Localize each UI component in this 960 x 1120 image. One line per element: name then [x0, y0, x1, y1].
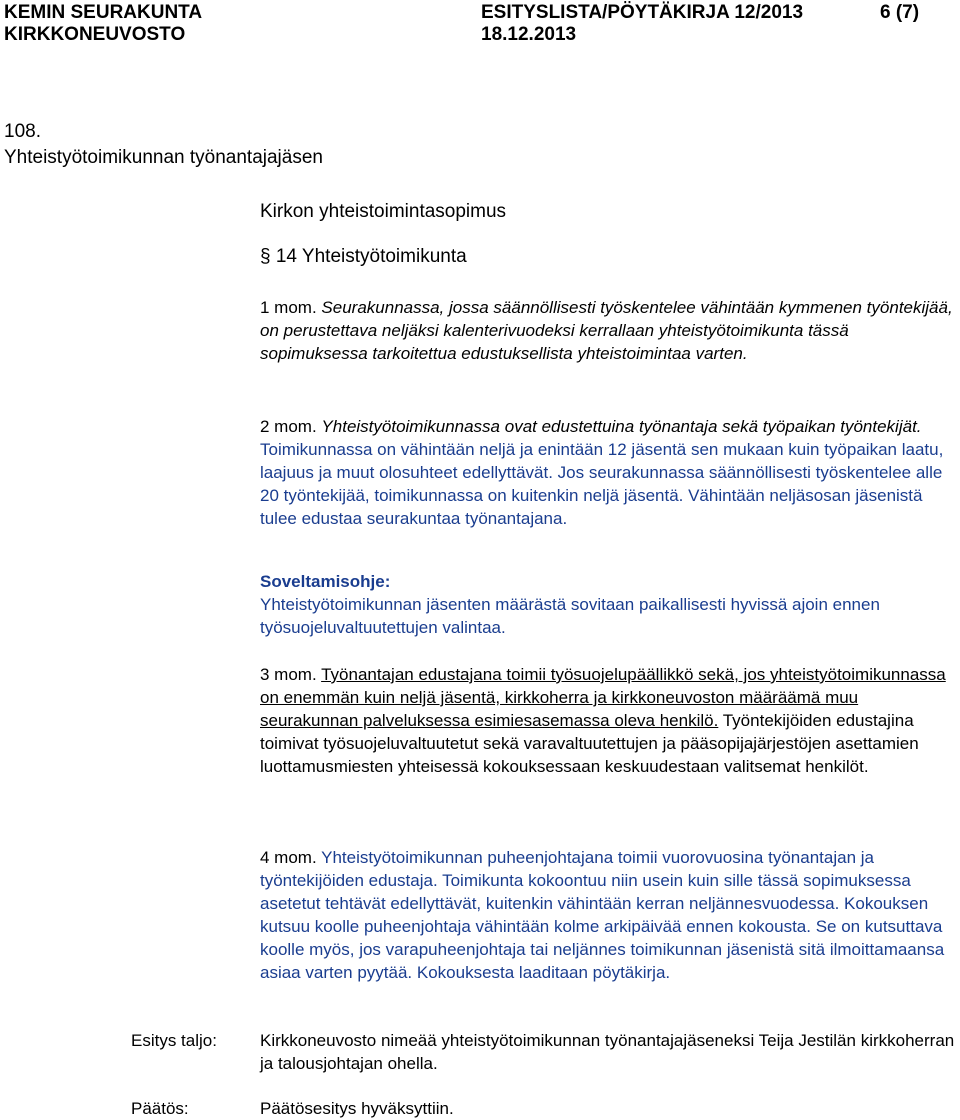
paragraph-mom-2 [260, 415, 960, 530]
clause-title: 14 Yhteistyötoimikunta [275, 246, 467, 267]
mom-4-label: 4 mom. [260, 848, 317, 867]
proposal-label: Esitys taljo: [131, 1031, 217, 1050]
document-date: 18.12.2013 [481, 24, 577, 45]
agreement-clause [260, 245, 467, 269]
paragraph-mom-3 [260, 663, 960, 778]
page-number: 6 (7) [880, 2, 920, 23]
mom-4-text: Yhteistyötoimikunnan puheenjohtajana toimii vuorovuosina työnantajan ja työntekijöiden edustaja. Toimikunta kokoontuu niin usein kuin sille tässä sopimuksessa asetetut tehtävät edellyttävät, kuitenkin vähintään kerran neljännesvuodessa. Kokouksen kutsuu koolle puheenjohtaja vähintään kolme arkipäivää ennen kokousta. Se on kutsuttava koolle myös, jos varapuheenjohtaja tai neljännes toimikunnan jäsenistä sitä ilmoittamaansa asiaa varten pyytää. Kokouksesta laaditaan pöytäkirja. [260, 848, 945, 982]
mom-2-text-b: Toimikunnassa on vähintään neljä ja enintään 12 jäsentä sen mukaan kuin työpaikan laatu, laajuus ja muut olosuhteet edellyttävät. Jos seurakunnassa säännöllisesti työskentelee alle 20 työntekijää, toimikunnassa on kuitenkin neljä jäsentä. Vähintään neljäsosan jäsenistä tulee edustaa seurakuntaa työnantajana. [260, 440, 944, 528]
guidance-block [260, 570, 960, 639]
council-name: KIRKKONEUVOSTO [4, 24, 186, 45]
decision-text: Päätösesitys hyväksyttiin. [260, 1099, 454, 1118]
mom-2-label: 2 mom. [260, 417, 317, 436]
paragraph-mom-4 [260, 846, 960, 984]
mom-2-text-a: Yhteistyötoimikunnassa ovat edustettuina työnantaja sekä työpaikan työntekijät. [321, 417, 922, 436]
agreement-title: Kirkon yhteistoimintasopimus [260, 201, 507, 222]
section-title: Yhteistyötoimikunnan työnantajajäsen [4, 147, 323, 168]
mom-3-text: Työntekijöiden edustajina toimivat työsuojeluvaltuutetut sekä varavaltuutettujen ja pääsopijajärjestöjen asettamien luottamusmiesten yhteisessä kokouksessaan keskuudestaan valitsemat henkilöt. [260, 711, 919, 776]
section-symbol: § [260, 246, 271, 267]
guidance-heading: Soveltamisohje: [260, 572, 391, 591]
decision-label: Päätös: [131, 1099, 189, 1118]
section-number: 108. [4, 121, 41, 142]
proposal-text: Kirkkoneuvosto nimeää yhteistyötoimikunnan työnantajajäseneksi Teija Jestilän kirkkoherran ja talousjohtajan ohella. [260, 1031, 955, 1073]
organization-name: KEMIN SEURAKUNTA [4, 2, 203, 23]
paragraph-mom-1 [260, 296, 960, 365]
mom-3-label: 3 mom. [260, 665, 317, 684]
mom-1-label: 1 mom. [260, 298, 317, 317]
mom-1-text: Seurakunnassa, jossa säännöllisesti työskentelee vähintään kymmenen työntekijää, on perustettava neljäksi kalenterivuodeksi kerrallaan yhteistyötoimikunta tässä sopimuksessa tarkoitettua edustuksellista yhteistoimintaa varten. [260, 298, 953, 363]
mom-3-underlined: Työnantajan edustajana toimii työsuojelupäällikkö sekä, jos yhteistyötoimikunnassa on enemmän kuin neljä jäsentä, kirkkoherra ja kirkkoneuvoston määräämä muu seurakunnan palveluksessa esimiesasemassa oleva henkilö. [260, 665, 946, 730]
guidance-text: Yhteistyötoimikunnan jäsenten määrästä sovitaan paikallisesti hyvissä ajoin ennen työsuojeluvaltuutettujen valintaa. [260, 595, 880, 637]
document-type: ESITYSLISTA/PÖYTÄKIRJA 12/2013 [481, 2, 804, 23]
